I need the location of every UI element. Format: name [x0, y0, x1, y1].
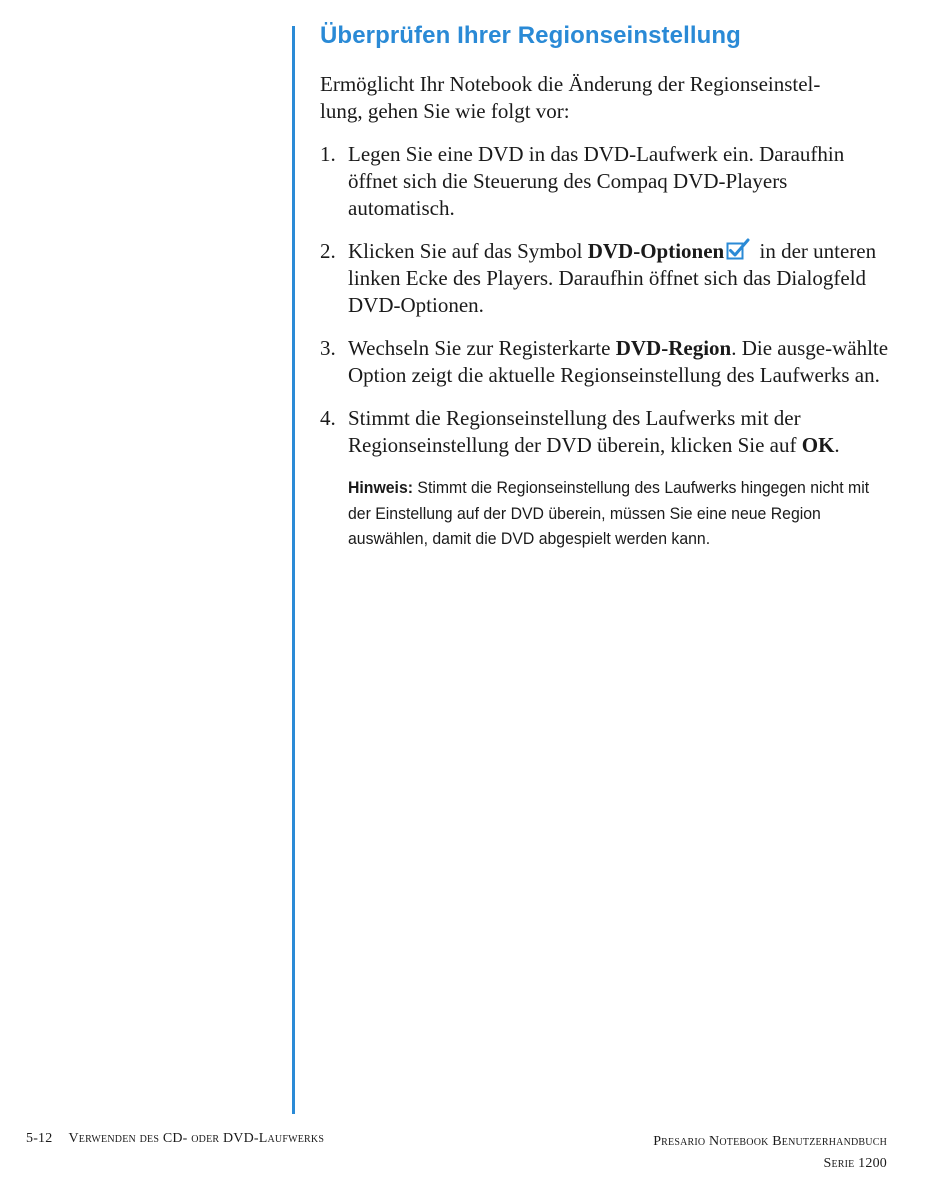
checkbox-checked-icon	[726, 238, 752, 260]
section-heading: Überprüfen Ihrer Regionseinstellung	[320, 22, 741, 49]
step-text: Legen Sie eine DVD in das DVD-Laufwerk ein. Daraufhin öffnet sich die Steuerung des Compaq DVD-Players automatisch.	[348, 142, 845, 220]
margin-rule	[292, 26, 295, 1114]
step-item	[320, 405, 895, 459]
step-number: 4.	[320, 406, 336, 430]
step-text-bold: OK	[801, 433, 835, 457]
step-text-bold: DVD-Region	[615, 336, 732, 360]
note-box	[348, 475, 887, 552]
steps-list	[320, 141, 895, 459]
page-number: 5-12	[26, 1131, 53, 1146]
step-item	[320, 335, 895, 389]
step-number: 1.	[320, 142, 336, 166]
chapter-title: Verwenden des CD- oder DVD-Laufwerks	[68, 1131, 325, 1146]
step-item	[320, 141, 895, 222]
footer-left	[26, 1131, 324, 1147]
step-text-pre: Stimmt die Regionseinstellung des Laufwerks mit der Regionseinstellung der DVD überein, klicken Sie auf	[348, 406, 802, 457]
step-text-post: . Die ausge-wählte Option zeigt die aktuelle Regionseinstellung des Laufwerks an.	[348, 336, 889, 387]
note-label: Hinweis:	[348, 478, 414, 497]
footer-right	[653, 1131, 887, 1175]
note-text: Stimmt die Regionseinstellung des Laufwerks hingegen nicht mit der Einstellung auf der DVD überein, müssen Sie eine neue Region auswählen, damit die DVD abgespielt werden kann.	[348, 478, 870, 548]
step-text-bold: DVD-Optionen	[587, 239, 725, 263]
step-text-pre: Wechseln Sie zur Registerkarte	[348, 336, 616, 360]
step-text-post: in der unteren linken Ecke des Players. Daraufhin öffnet sich das Dialogfeld DVD-Optionen.	[348, 239, 877, 317]
step-text-post: .	[834, 433, 840, 457]
intro-paragraph: Ermöglicht Ihr Notebook die Änderung der Regionseinstel- lung, gehen Sie wie folgt vor:	[320, 72, 821, 123]
main-content	[320, 18, 895, 552]
step-number: 2.	[320, 239, 336, 263]
step-number: 3.	[320, 336, 336, 360]
step-item	[320, 238, 895, 319]
book-series: Serie 1200	[823, 1156, 887, 1171]
book-title: Presario Notebook Benutzerhandbuch	[653, 1134, 887, 1149]
step-text-pre: Klicken Sie auf das Symbol	[348, 239, 588, 263]
